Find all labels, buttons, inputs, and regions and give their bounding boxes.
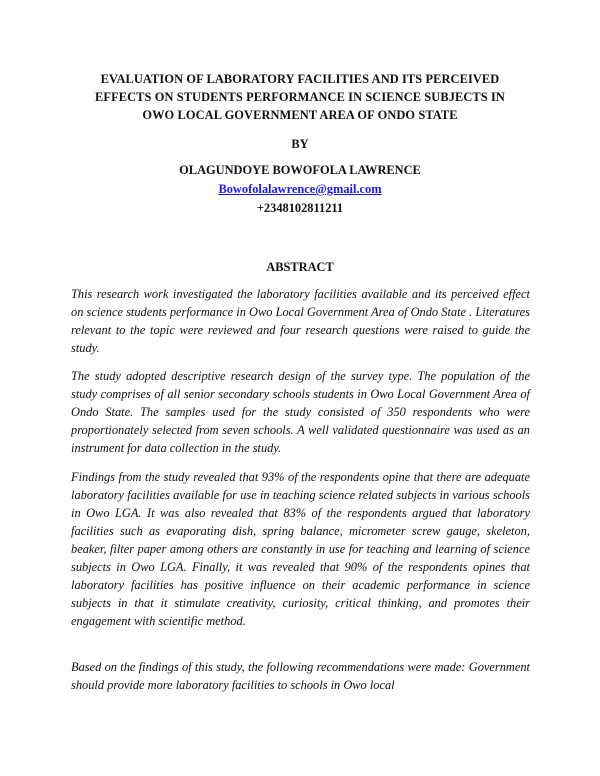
author-phone: +2348102811211	[256, 201, 344, 215]
abstract-paragraph-1: This research work investigated the laboratory facilities available and its perceived effect on science students performance in Owo Local Government Area of Ondo State . Literatures relevant to the topic were reviewed and four research questions were raised to guide the study.	[71, 287, 530, 355]
by-label: BY	[291, 137, 309, 151]
title-line-2: EFFECTS ON STUDENTS PERFORMANCE IN SCIENCE SUBJECTS IN	[95, 90, 505, 104]
paper-title	[40, 70, 560, 124]
email-link[interactable]: Bowofolalawrence@gmail.com	[218, 182, 382, 196]
title-line-3: OWO LOCAL GOVERNMENT AREA OF ONDO STATE	[142, 108, 458, 122]
abstract-paragraph-2: The study adopted descriptive research design of the survey type. The population of the study comprises of all senior secondary schools students in Owo Local Government Area of Ondo State. The samples used for the study consisted of 350 respondents who were proportionately selected from seven schools. A well validated questionnaire was used as an instrument for data collection in the study.	[71, 369, 530, 455]
author-email	[0, 181, 600, 197]
abstract-paragraph-3: Findings from the study revealed that 93% of the respondents opine that there are adequate laboratory facilities available for use in teaching science related subjects in various schools in Owo LGA. It was also revealed that 83% of the respondents argued that laboratory facilities such as evaporating dish, spring balance, micrometer screw gauge, skeleton, beaker, filter paper among others are constantly in use for teaching and learning of science subjects in Owo LGA. Finally, it was revealed that 90% of the respondents opines that laboratory facilities has positive influence on their academic performance in science subjects in that it stimulate creativity, curiosity, critical thinking, and promotes their engagement with scientific method.	[71, 470, 530, 628]
abstract-paragraph-4: Based on the findings of this study, the following recommendations were made: Government should provide more laboratory facilities to schools in Owo local	[71, 660, 530, 692]
author-name: OLAGUNDOYE BOWOFOLA LAWRENCE	[179, 163, 421, 177]
title-line-1: EVALUATION OF LABORATORY FACILITIES AND ITS PERCEIVED	[100, 72, 500, 86]
abstract-heading: ABSTRACT	[266, 260, 334, 274]
